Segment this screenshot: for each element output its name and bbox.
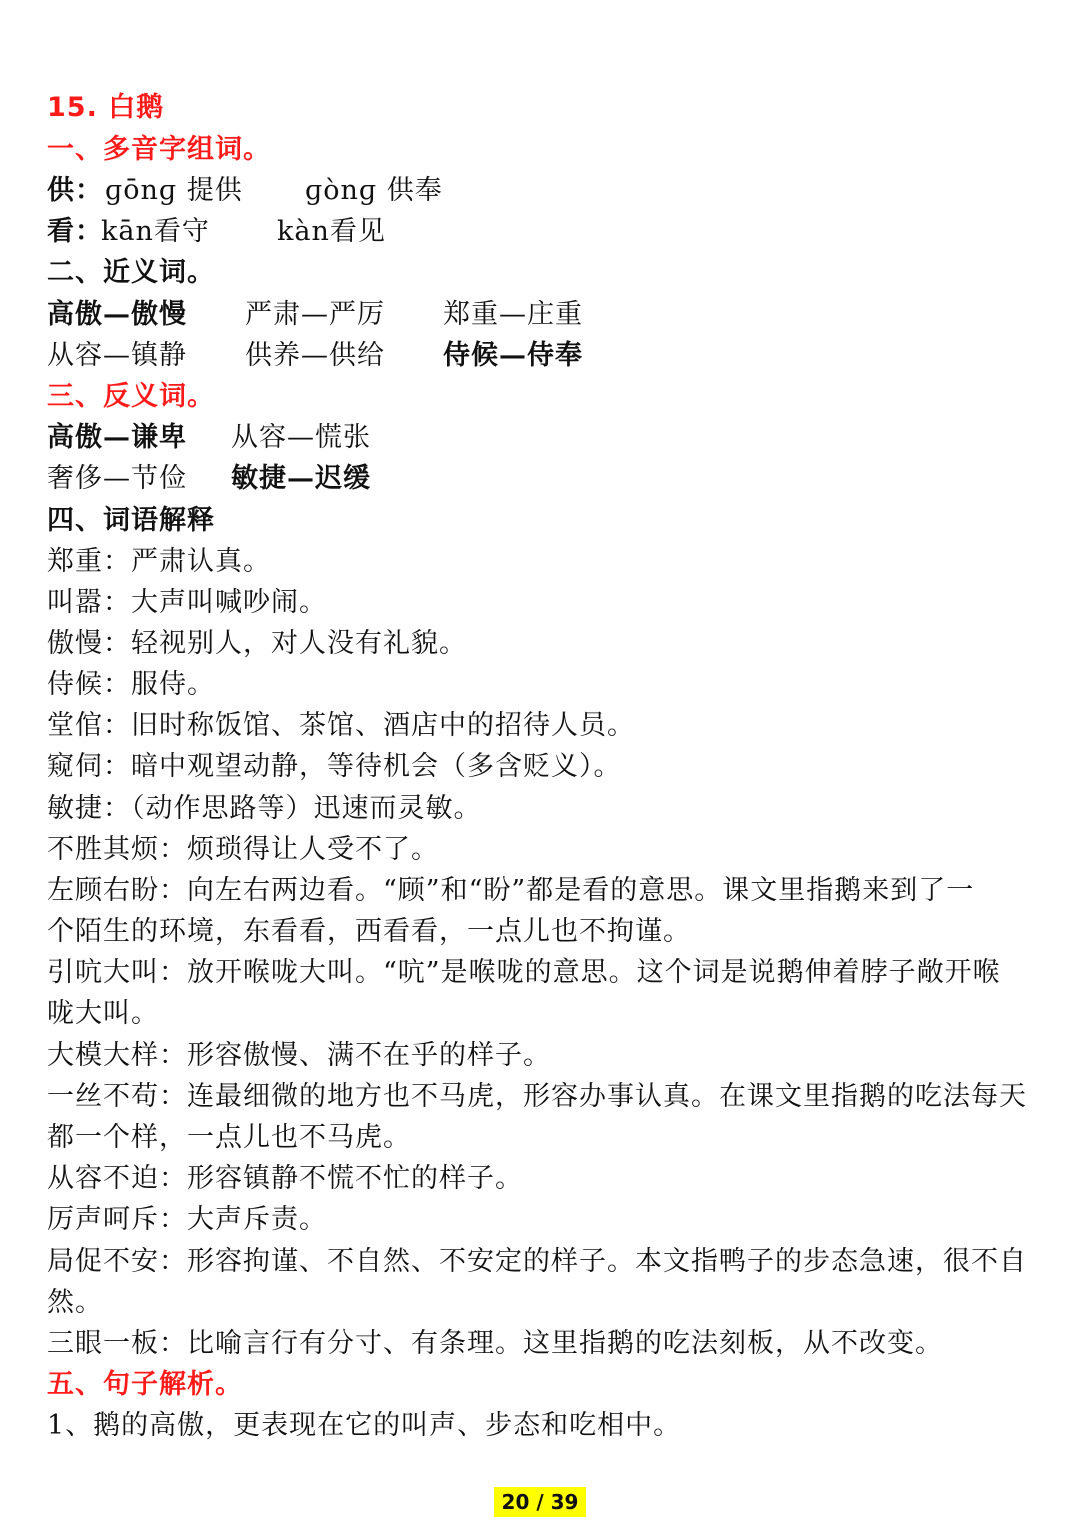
definition-line: 局促不安：形容拘谨、不自然、不安定的样子。本文指鸭子的步态急速，很不自 [47,1246,1027,1277]
lesson-title: 15. 白鹅 [47,92,165,123]
section-heading-sentences: 五、句子解析。 [47,1369,243,1400]
definition-line: 侍候：服侍。 [47,669,215,700]
polyphone-reading: ɡōnɡ 提供 [105,175,243,206]
antonym-pair: 敏捷—迟缓 [231,463,371,494]
antonym-pair: 从容—慌张 [231,422,371,453]
definition-line: 咙大叫。 [47,998,159,1029]
definition-line: 三眼一板：比喻言行有分寸、有条理。这里指鹅的吃法刻板，从不改变。 [47,1328,943,1359]
antonym-pair: 奢侈—节俭 [47,463,187,494]
polyphone-char: 供： [47,175,103,206]
section-heading-polyphone: 一、多音字组词。 [47,134,271,165]
sentence-line: 1、鹅的高傲，更表现在它的叫声、步态和吃相中。 [47,1410,682,1441]
definition-line: 敏捷：（动作思路等）迅速而灵敏。 [47,793,482,824]
synonym-pair: 高傲—傲慢 [47,299,187,330]
definition-line: 厉声呵斥：大声斥责。 [47,1204,327,1235]
section-heading-antonyms: 三、反义词。 [47,381,215,412]
polyphone-reading: kān看守 [101,216,210,247]
polyphone-reading: kàn看见 [277,216,386,247]
definition-line: 窥伺：暗中观望动静，等待机会（多含贬义）。 [47,751,622,782]
definition-line: 一丝不苟：连最细微的地方也不马虎，形容办事认真。在课文里指鹅的吃法每天 [47,1081,1027,1112]
definition-line: 左顾右盼：向左右两边看。“顾”和“盼”都是看的意思。课文里指鹅来到了一 [47,875,975,906]
definition-line: 然。 [47,1287,103,1318]
definition-line: 郑重：严肃认真。 [47,546,271,577]
definition-line: 个陌生的环境，东看看，西看看，一点儿也不拘谨。 [47,916,691,947]
synonym-pair: 从容—镇静 [47,340,187,371]
definition-line: 引吭大叫：放开喉咙大叫。“吭”是喉咙的意思。这个词是说鹅伸着脖子敞开喉 [47,957,1001,988]
polyphone-char: 看： [47,216,103,247]
definition-line: 傲慢：轻视别人，对人没有礼貌。 [47,628,467,659]
section-heading-synonyms: 二、近义词。 [47,257,215,288]
definition-line: 叫嚣：大声叫喊吵闹。 [47,587,327,618]
definition-line: 大模大样：形容傲慢、满不在乎的样子。 [47,1040,551,1071]
definition-line: 都一个样，一点儿也不马虎。 [47,1122,411,1153]
page-number-badge: 20 / 39 [494,1487,586,1517]
synonym-pair: 供养—供给 [245,340,385,371]
polyphone-reading: ɡònɡ 供奉 [305,175,443,206]
definition-line: 堂倌：旧时称饭馆、茶馆、酒店中的招待人员。 [47,710,635,741]
synonym-pair: 郑重—庄重 [443,299,583,330]
definition-line: 从容不迫：形容镇静不慌不忙的样子。 [47,1163,523,1194]
antonym-pair: 高傲—谦卑 [47,422,187,453]
definition-line: 不胜其烦：烦琐得让人受不了。 [47,834,439,865]
synonym-pair: 侍候—侍奉 [443,340,583,371]
synonym-pair: 严肃—严厉 [245,299,385,330]
section-heading-definitions: 四、词语解释 [47,505,215,536]
